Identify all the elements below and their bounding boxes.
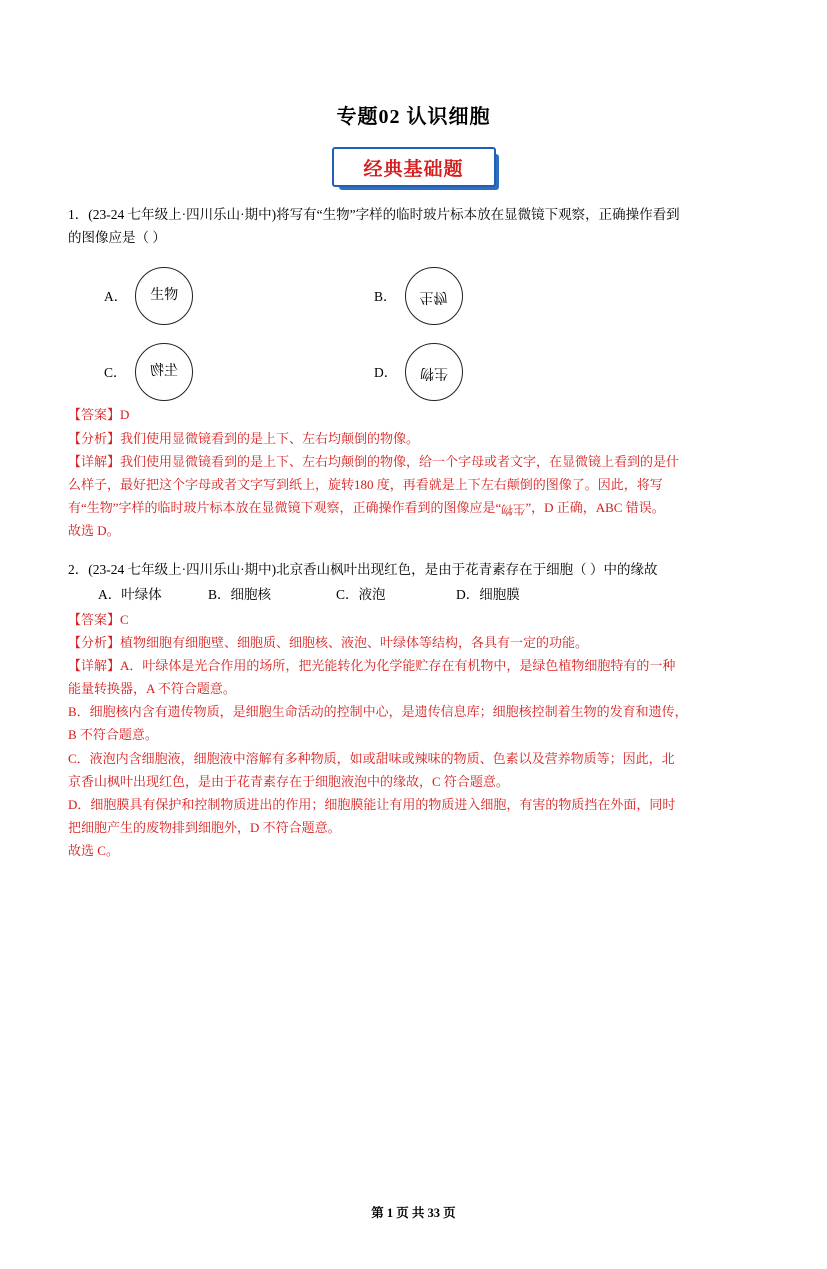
question-1-options-row-1: [68, 267, 759, 325]
question-2-explanation-line-7: D．细胞膜具有保护和控制物质进出的作用；细胞膜能让有用的物质进入细胞，有害的物质挡在外面，同时: [68, 796, 676, 812]
q2-option-c[interactable]: C．液泡: [336, 586, 386, 602]
inline-rotated-image: 生物: [501, 502, 526, 517]
page-title: 专题02 认识细胞: [336, 106, 491, 128]
question-1-stem-line1: 1．(23-24 七年级上·四川乐山·期中)将写有“生物”字样的临时玻片标本放在显微镜下观察，正确操作看到: [68, 207, 680, 222]
question-2-answer: 【答案】C: [68, 611, 129, 627]
question-1-conclusion: 故选 D。: [68, 523, 120, 539]
question-1-answer: 【答案】D: [68, 407, 130, 423]
option-b-text: 生物: [419, 289, 448, 305]
option-d-text: 生物: [420, 365, 449, 381]
option-b-label: B．: [374, 288, 397, 304]
banner-label: 经典基础题: [363, 158, 464, 180]
option-a-label: A．: [104, 288, 128, 304]
question-2-explanation-line-2: 能量转换器，A 不符合题意。: [68, 681, 236, 697]
option-c-label: C．: [104, 364, 127, 380]
question-1-explanation-line-2: 么样子，最好把这个字母或者文字写到纸上，旋转180 度，再看就是上下左右颠倒的图像了。因此，将写: [68, 476, 663, 492]
question-2-explanation-line-6: 京香山枫叶出现红色，是由于花青素存在于细胞液泡中的缘故，C 符合题意。: [68, 773, 509, 789]
question-2-solution: [68, 608, 759, 862]
question-1-explanation-line-3-text: 有“生物”字样的临时玻片标本放在显微镜下观察，正确操作看到的图像应是“: [68, 499, 502, 515]
page-footer: 第 1 页 共 33 页: [371, 1206, 456, 1220]
q2-option-a[interactable]: A．叶绿体: [98, 586, 162, 602]
question-2-analysis: 【分析】植物细胞有细胞壁、细胞质、细胞核、液泡、叶绿体等结构，各具有一定的功能。: [68, 634, 589, 650]
option-d[interactable]: [374, 343, 644, 401]
question-1-explanation-line-3-tail: ”，D 正确，ABC 错误。: [525, 499, 665, 515]
option-b-image: [405, 267, 463, 325]
question-1-solution: [68, 403, 759, 542]
question-1-explanation-line-1: 【详解】我们使用显微镜看到的是上下、左右均颠倒的物像，给一个字母或者文字，在显微镜上看到的是什: [68, 453, 680, 469]
question-1-explanation-line-3: [68, 496, 759, 519]
option-c-text: 生物: [149, 364, 178, 380]
q2-option-d[interactable]: D．细胞膜: [456, 586, 520, 602]
question-2-explanation-line-3: B．细胞核内含有遗传物质，是细胞生命活动的控制中心，是遗传信息库；细胞核控制着生物的发育和遗传，: [68, 704, 688, 720]
question-2: [68, 558, 759, 862]
q2-option-b[interactable]: B．细胞核: [208, 586, 272, 602]
question-2-explanation-line-8: 把细胞产生的废物排到细胞外，D 不符合题意。: [68, 819, 341, 835]
question-1: [68, 203, 759, 542]
question-1-analysis: 【分析】我们使用显微镜看到的是上下、左右均颠倒的物像。: [68, 430, 420, 446]
option-d-label: D．: [374, 364, 398, 380]
section-banner: [68, 147, 759, 187]
question-2-conclusion: 故选 C。: [68, 843, 119, 859]
option-a[interactable]: [104, 267, 374, 325]
option-a-text: 生物: [150, 288, 179, 304]
question-1-stem-line2: 的图像应是（ ）: [68, 230, 166, 246]
question-2-explanation-line-5: C．液泡内含细胞液，细胞液中溶解有多种物质，如或甜味或辣味的物质、色素以及营养物质等；因此，北: [68, 750, 675, 766]
option-b[interactable]: [374, 267, 644, 325]
banner-box: [332, 147, 496, 187]
option-c-image: [135, 343, 193, 401]
question-2-explanation-line-1: 【详解】A．叶绿体是光合作用的场所，把光能转化为化学能贮存在有机物中，是绿色植物细胞特有的一种: [68, 658, 676, 674]
option-c[interactable]: [104, 343, 374, 401]
question-2-options: [68, 583, 759, 606]
option-d-image: [405, 343, 463, 401]
document-page: [0, 100, 827, 1269]
option-a-image: [135, 267, 193, 325]
question-1-options-row-2: [68, 343, 759, 401]
question-2-explanation-line-4: B 不符合题意。: [68, 727, 158, 743]
question-2-stem: 2．(23-24 七年级上·四川乐山·期中)北京香山枫叶出现红色，是由于花青素存在于细胞（ ）中的缘故: [68, 562, 658, 578]
